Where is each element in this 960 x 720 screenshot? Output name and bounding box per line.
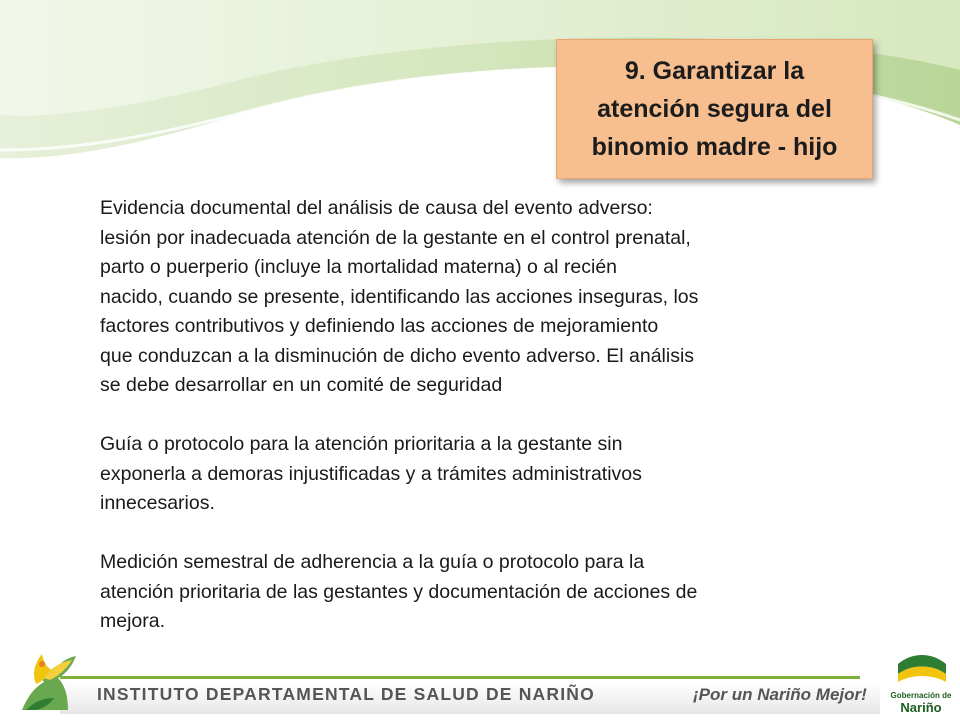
paragraph-evidence: Evidencia documental del análisis de causa del evento adverso: lesión por inadecuada atención de la gestante en el control prenatal, parto o puerperio (incluye la mortalidad materna) o al recién nacido, cuando se presente, identificando las acciones inseguras, los factores contributivos y definiendo las acciones de mejoramiento que conduzcan a la disminución de dicho evento adverso. El análisis se debe desarrollar en un comité de seguridad bbox=[100, 197, 699, 396]
footer-divider bbox=[60, 676, 860, 679]
gobernacion-label: Gobernación de bbox=[890, 691, 952, 700]
footer-slogan: ¡Por un Nariño Mejor! bbox=[693, 685, 867, 704]
slide-content bbox=[100, 194, 860, 666]
institute-logo-icon bbox=[14, 644, 84, 714]
title-box bbox=[556, 39, 873, 179]
paragraph-measurement: Medición semestral de adherencia a la guía o protocolo para la atención prioritaria de las gestantes y documentación de acciones de mejora. bbox=[100, 551, 698, 632]
paragraph-guide: Guía o protocolo para la atención prioritaria a la gestante sin exponerla a demoras injustificadas y a trámites administrativos innecesarios. bbox=[100, 433, 642, 514]
slide-title: 9. Garantizar la atención segura del binomio madre - hijo bbox=[591, 57, 838, 161]
narino-label: Nariño bbox=[900, 700, 942, 715]
footer-institute-name: INSTITUTO DEPARTAMENTAL DE SALUD DE NARIÑO bbox=[97, 684, 595, 704]
gobernacion-logo-text bbox=[888, 690, 954, 714]
